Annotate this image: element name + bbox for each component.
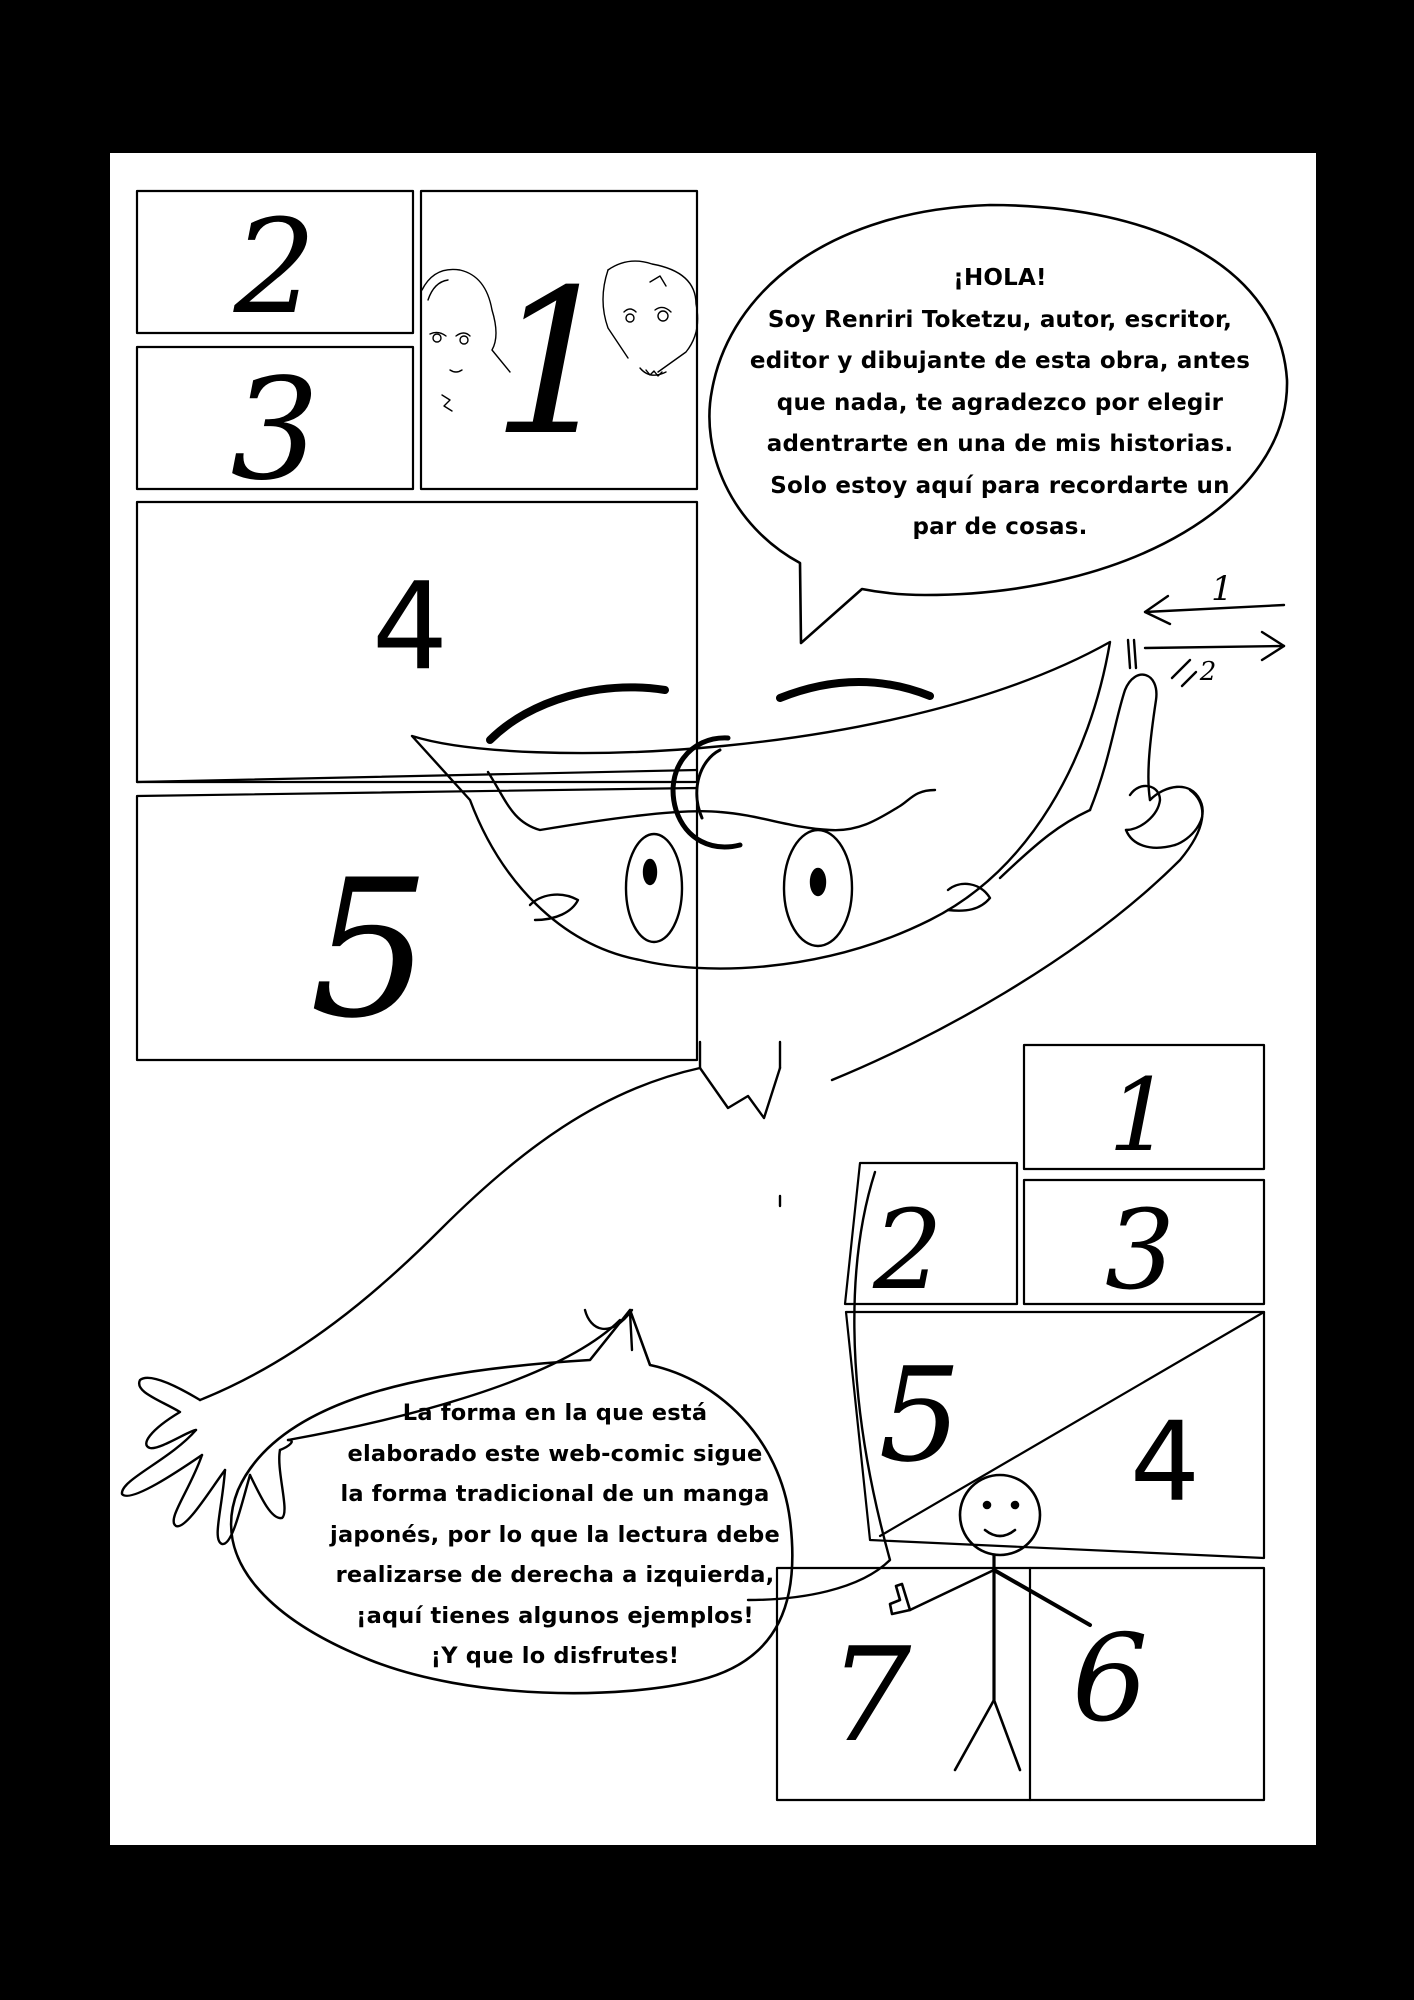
panel-number-5: 5 (309, 839, 431, 1060)
panel-number-2: 2 (233, 191, 317, 343)
panel-number-1: 1 (1108, 1057, 1172, 1174)
panel-number-4: 4 (1130, 1398, 1200, 1526)
panel-number-2: 2 (873, 1186, 943, 1314)
speech-bubble-bottom-text: La forma en la que está elaborado este web-comic sigue la forma tradicional de un manga japonés, por lo que la lectura debe realizarse de derecha a izquierda, ¡aquí tienes algunos ejemplos! ¡Y que lo disfrutes! (330, 1400, 780, 1669)
panel-number-3: 3 (1105, 1186, 1175, 1314)
speech-bubble-top-text: ¡HOLA! Soy Renriri Toketzu, autor, escritor, editor y dibujante de esta obra, antes que nada, te agradezco por elegir adentrarte en una de mis historias. Solo estoy aquí para recordarte un par de cosas. (749, 265, 1251, 540)
panel-number-3: 3 (230, 349, 320, 512)
panel-number-5: 5 (878, 1339, 962, 1491)
arrow-label-2: 2 (1199, 657, 1217, 687)
stick-figure (890, 1475, 1090, 1770)
panel-numbers-example-1 (230, 191, 618, 1060)
panel-number-6: 6 (1071, 1610, 1149, 1749)
panel-number-7: 7 (828, 1619, 912, 1771)
panel-number-1: 1 (491, 247, 619, 480)
arrow-labels (1199, 569, 1233, 687)
panel-number-4: 4 (371, 558, 449, 697)
arrow-label-1: 1 (1211, 569, 1233, 609)
